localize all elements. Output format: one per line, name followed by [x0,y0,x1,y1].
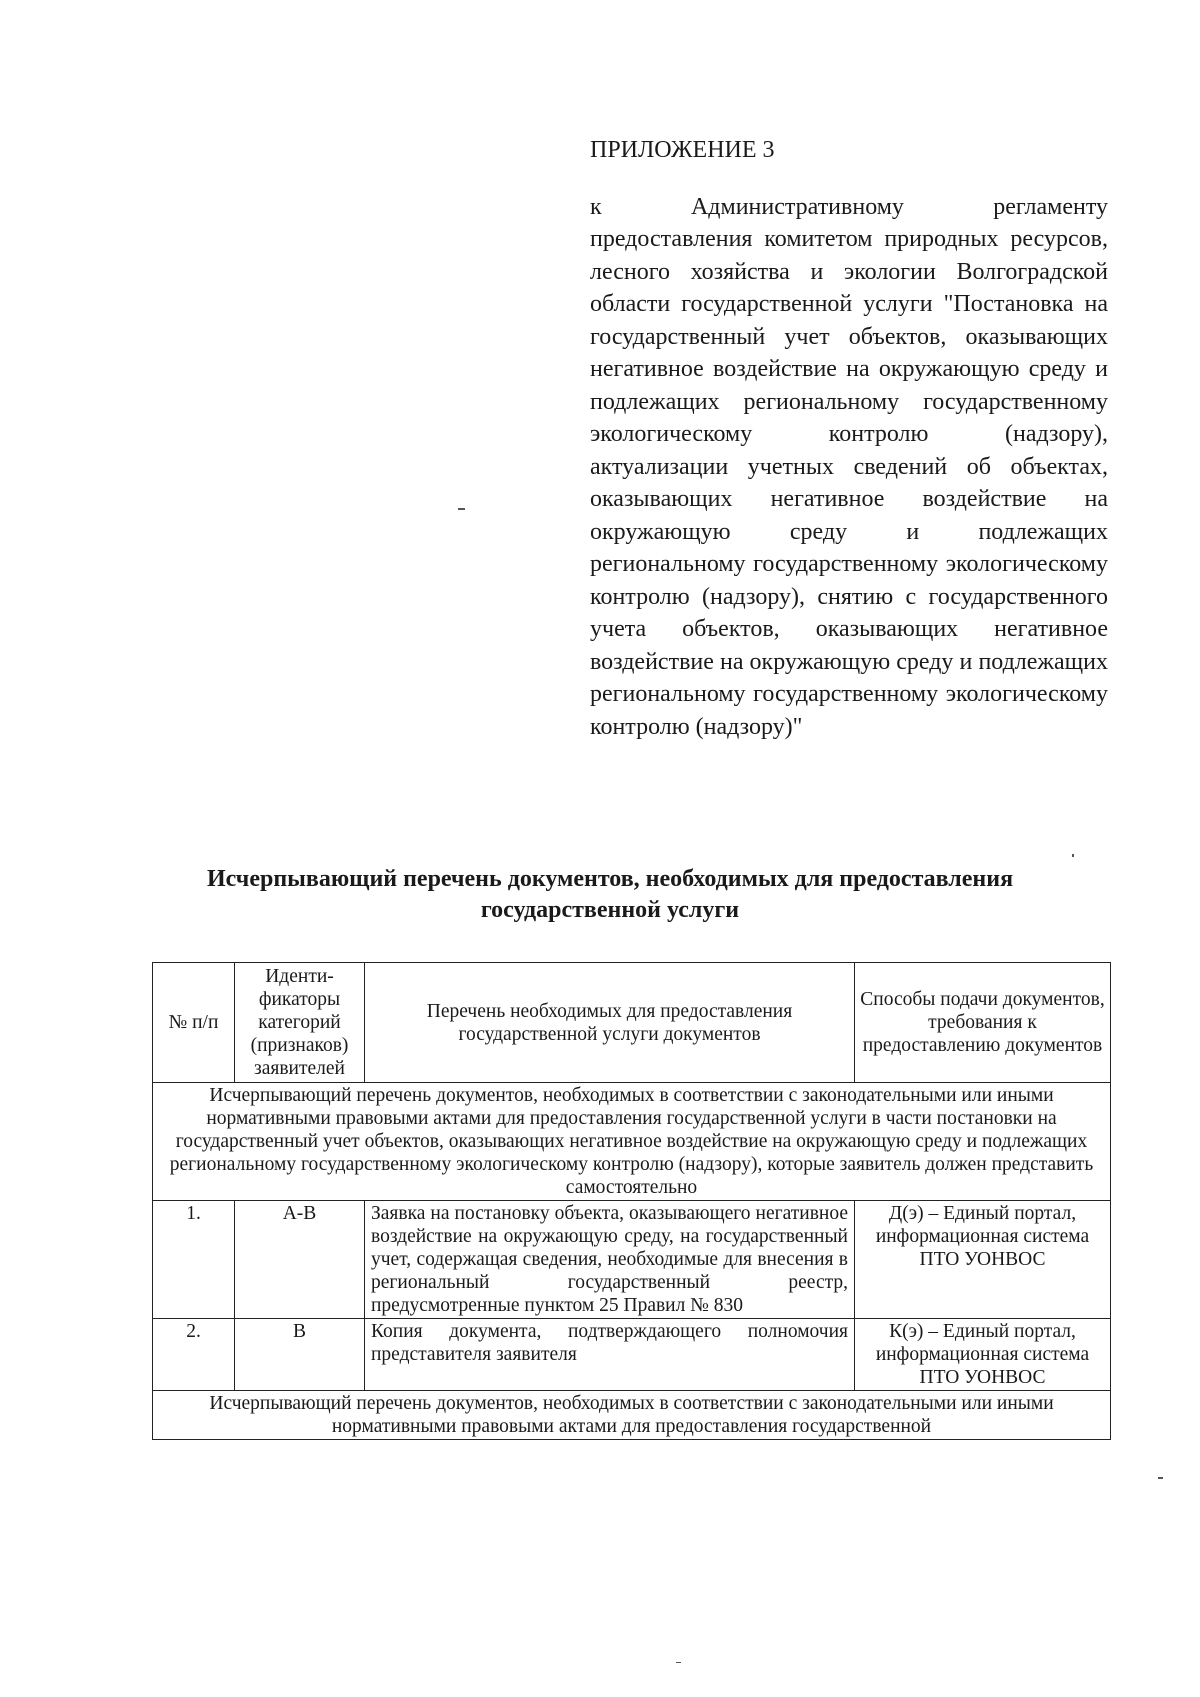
row-number: 2. [153,1319,235,1391]
scan-speck [676,1662,681,1663]
header-identifiers: Иденти-фикаторы категорий (признаков) заявителей [235,963,365,1083]
section-row [153,1391,1111,1440]
scan-speck [1072,854,1074,857]
row-submission-method: К(э) – Единый портал, информационная система ПТО УОНВОС [855,1319,1111,1391]
row-identifier: В [235,1319,365,1391]
header-submission-methods: Способы подачи документов, требования к предоставлению документов [855,963,1111,1083]
row-number: 1. [153,1201,235,1319]
table-header-row [153,963,1111,1083]
appendix-heading: ПРИЛОЖЕНИЕ 3 [590,137,775,163]
table-row [153,1319,1111,1391]
section-heading-2: Исчерпывающий перечень документов, необходимых в соответствии с законодательными или иными нормативными правовыми актами для предоставления государственной [153,1391,1111,1440]
document-title-line-2: государственной услуги [480,897,740,923]
document-title [150,864,1070,926]
appendix-block [590,134,1108,743]
scan-speck [458,508,465,510]
table-row [153,1201,1111,1319]
row-identifier: А-В [235,1201,365,1319]
row-document: Копия документа, подтверждающего полномочия представителя заявителя [365,1319,855,1391]
row-submission-method: Д(э) – Единый портал, информационная система ПТО УОНВОС [855,1201,1111,1319]
header-documents: Перечень необходимых для предоставления государственной услуги документов [365,963,855,1083]
section-heading-1: Исчерпывающий перечень документов, необходимых в соответствии с законодательными или иными нормативными правовыми актами для предоставления государственной услуги в части постановки на государственный учет объектов, оказывающих негативное воздействие на окружающую среду и подлежащих региональному государственному экологическому контролю (надзору), которые заявитель должен представить самостоятельно [153,1083,1111,1201]
scan-speck [1158,1477,1163,1479]
header-number: № п/п [153,963,235,1083]
appendix-text: к Административному регламенту предоставления комитетом природных ресурсов, лесного хозяйства и экологии Волгоградской области государственной услуги "Постановка на государственный учет объектов, оказывающих негативное воздействие на окружающую среду и подлежащих региональному государственному экологическому контролю (надзору), актуализации учетных сведений об объектах, оказывающих негативное воздействие на окружающую среду и подлежащих региональному государственному экологическому контролю (надзору), снятию с государственного учета объектов, оказывающих негативное воздействие на окружающую среду и подлежащих региональному государственному экологическому контролю (надзору)" [590,193,1108,740]
documents-table [152,962,1111,1440]
row-document: Заявка на постановку объекта, оказывающего негативное воздействие на окружающую среду, на государственный учет, содержащая сведения, необходимые для внесения в региональный государственный реестр, предусмотренные пунктом 25 Правил № 830 [365,1201,855,1319]
document-title-line-1: Исчерпывающий перечень документов, необходимых для предоставления [206,866,1014,892]
section-row [153,1083,1111,1201]
